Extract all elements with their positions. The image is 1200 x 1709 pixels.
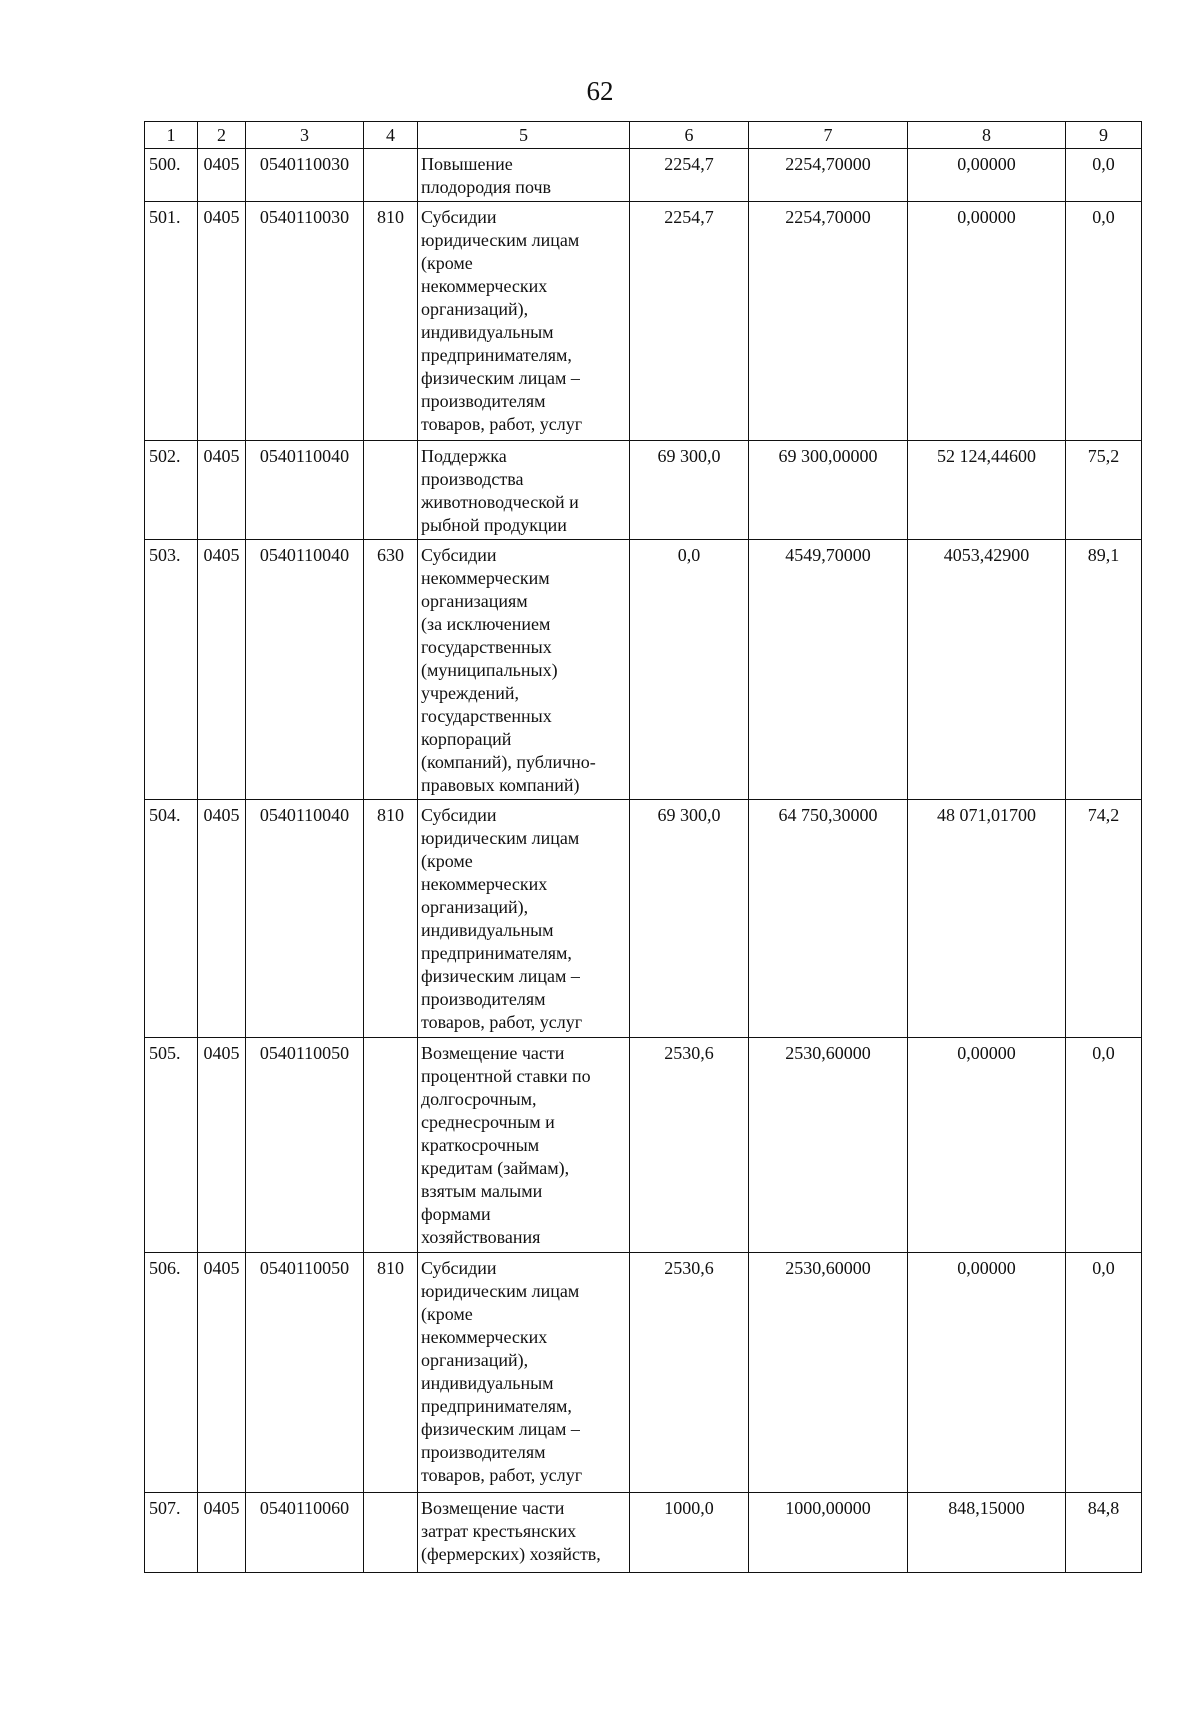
- row-number-cell: 500.: [145, 149, 198, 202]
- execution-cell: 848,15000: [908, 1493, 1066, 1573]
- target-article-cell: 0540110030: [246, 202, 364, 441]
- table-row: [145, 1038, 1142, 1253]
- name-cell: Повышение плодородия почв: [418, 149, 630, 202]
- approved-plan-cell: 2530,6: [630, 1038, 749, 1253]
- approved-plan-cell: 2254,7: [630, 149, 749, 202]
- approved-plan-cell: 2254,7: [630, 202, 749, 441]
- refined-plan-cell: 64 750,30000: [749, 800, 908, 1038]
- target-article-cell: 0540110050: [246, 1038, 364, 1253]
- row-number-cell: 501.: [145, 202, 198, 441]
- name-cell: Субсидии юридическим лицам (кроме некоммерческих организаций), индивидуальным предпринимателям, физическим лицам – производителям товаров, работ, услуг: [418, 202, 630, 441]
- expense-type-cell: 810: [364, 800, 418, 1038]
- expense-type-cell: [364, 441, 418, 540]
- table-row: [145, 1253, 1142, 1493]
- percent-cell: 0,0: [1066, 1038, 1142, 1253]
- section-code-cell: 0405: [198, 149, 246, 202]
- expense-type-cell: [364, 1493, 418, 1573]
- page-number: 62: [586, 76, 614, 106]
- target-article-cell: 0540110040: [246, 540, 364, 800]
- execution-cell: 48 071,01700: [908, 800, 1066, 1038]
- row-number-cell: 503.: [145, 540, 198, 800]
- target-article-cell: 0540110040: [246, 441, 364, 540]
- column-header: 7: [749, 122, 908, 149]
- percent-cell: 0,0: [1066, 202, 1142, 441]
- column-header: 1: [145, 122, 198, 149]
- name-cell: Поддержка производства животноводческой и рыбной продукции: [418, 441, 630, 540]
- column-header: 3: [246, 122, 364, 149]
- section-code-cell: 0405: [198, 1038, 246, 1253]
- target-article-cell: 0540110060: [246, 1493, 364, 1573]
- execution-cell: 52 124,44600: [908, 441, 1066, 540]
- expense-type-cell: [364, 1038, 418, 1253]
- section-code-cell: 0405: [198, 441, 246, 540]
- target-article-cell: 0540110030: [246, 149, 364, 202]
- column-header: 4: [364, 122, 418, 149]
- percent-cell: 0,0: [1066, 149, 1142, 202]
- row-number-cell: 506.: [145, 1253, 198, 1493]
- name-cell: Субсидии юридическим лицам (кроме некоммерческих организаций), индивидуальным предпринимателям, физическим лицам – производителям товаров, работ, услуг: [418, 1253, 630, 1493]
- approved-plan-cell: 69 300,0: [630, 441, 749, 540]
- column-header: 2: [198, 122, 246, 149]
- budget-table: [144, 121, 1142, 1573]
- section-code-cell: 0405: [198, 1493, 246, 1573]
- refined-plan-cell: 4549,70000: [749, 540, 908, 800]
- expense-type-cell: 630: [364, 540, 418, 800]
- percent-cell: 75,2: [1066, 441, 1142, 540]
- execution-cell: 0,00000: [908, 1038, 1066, 1253]
- refined-plan-cell: 2530,60000: [749, 1253, 908, 1493]
- name-cell: Субсидии некоммерческим организациям (за исключением государственных (муниципальных) учреждений, государственных корпораций (компаний), публично- правовых компаний): [418, 540, 630, 800]
- table-row: [145, 202, 1142, 441]
- approved-plan-cell: 2530,6: [630, 1253, 749, 1493]
- execution-cell: 4053,42900: [908, 540, 1066, 800]
- section-code-cell: 0405: [198, 540, 246, 800]
- percent-cell: 84,8: [1066, 1493, 1142, 1573]
- column-header: 8: [908, 122, 1066, 149]
- execution-cell: 0,00000: [908, 1253, 1066, 1493]
- table-row: [145, 149, 1142, 202]
- target-article-cell: 0540110040: [246, 800, 364, 1038]
- refined-plan-cell: 69 300,00000: [749, 441, 908, 540]
- row-number-cell: 505.: [145, 1038, 198, 1253]
- expense-type-cell: 810: [364, 1253, 418, 1493]
- section-code-cell: 0405: [198, 202, 246, 441]
- section-code-cell: 0405: [198, 800, 246, 1038]
- percent-cell: 89,1: [1066, 540, 1142, 800]
- refined-plan-cell: 2530,60000: [749, 1038, 908, 1253]
- table-row: [145, 800, 1142, 1038]
- table-body: [145, 149, 1142, 1573]
- refined-plan-cell: 2254,70000: [749, 149, 908, 202]
- approved-plan-cell: 1000,0: [630, 1493, 749, 1573]
- percent-cell: 0,0: [1066, 1253, 1142, 1493]
- table-row: [145, 441, 1142, 540]
- column-header: 6: [630, 122, 749, 149]
- table-row: [145, 540, 1142, 800]
- target-article-cell: 0540110050: [246, 1253, 364, 1493]
- expense-type-cell: [364, 149, 418, 202]
- expense-type-cell: 810: [364, 202, 418, 441]
- execution-cell: 0,00000: [908, 149, 1066, 202]
- approved-plan-cell: 69 300,0: [630, 800, 749, 1038]
- table-row: [145, 1493, 1142, 1573]
- name-cell: Возмещение части затрат крестьянских (фермерских) хозяйств,: [418, 1493, 630, 1573]
- name-cell: Субсидии юридическим лицам (кроме некоммерческих организаций), индивидуальным предпринимателям, физическим лицам – производителям товаров, работ, услуг: [418, 800, 630, 1038]
- refined-plan-cell: 1000,00000: [749, 1493, 908, 1573]
- name-cell: Возмещение части процентной ставки по долгосрочным, среднесрочным и краткосрочным кредитам (займам), взятым малыми формами хозяйствования: [418, 1038, 630, 1253]
- row-number-cell: 504.: [145, 800, 198, 1038]
- refined-plan-cell: 2254,70000: [749, 202, 908, 441]
- section-code-cell: 0405: [198, 1253, 246, 1493]
- row-number-cell: 507.: [145, 1493, 198, 1573]
- header-row: [145, 122, 1142, 149]
- execution-cell: 0,00000: [908, 202, 1066, 441]
- column-header: 9: [1066, 122, 1142, 149]
- column-header: 5: [418, 122, 630, 149]
- approved-plan-cell: 0,0: [630, 540, 749, 800]
- percent-cell: 74,2: [1066, 800, 1142, 1038]
- row-number-cell: 502.: [145, 441, 198, 540]
